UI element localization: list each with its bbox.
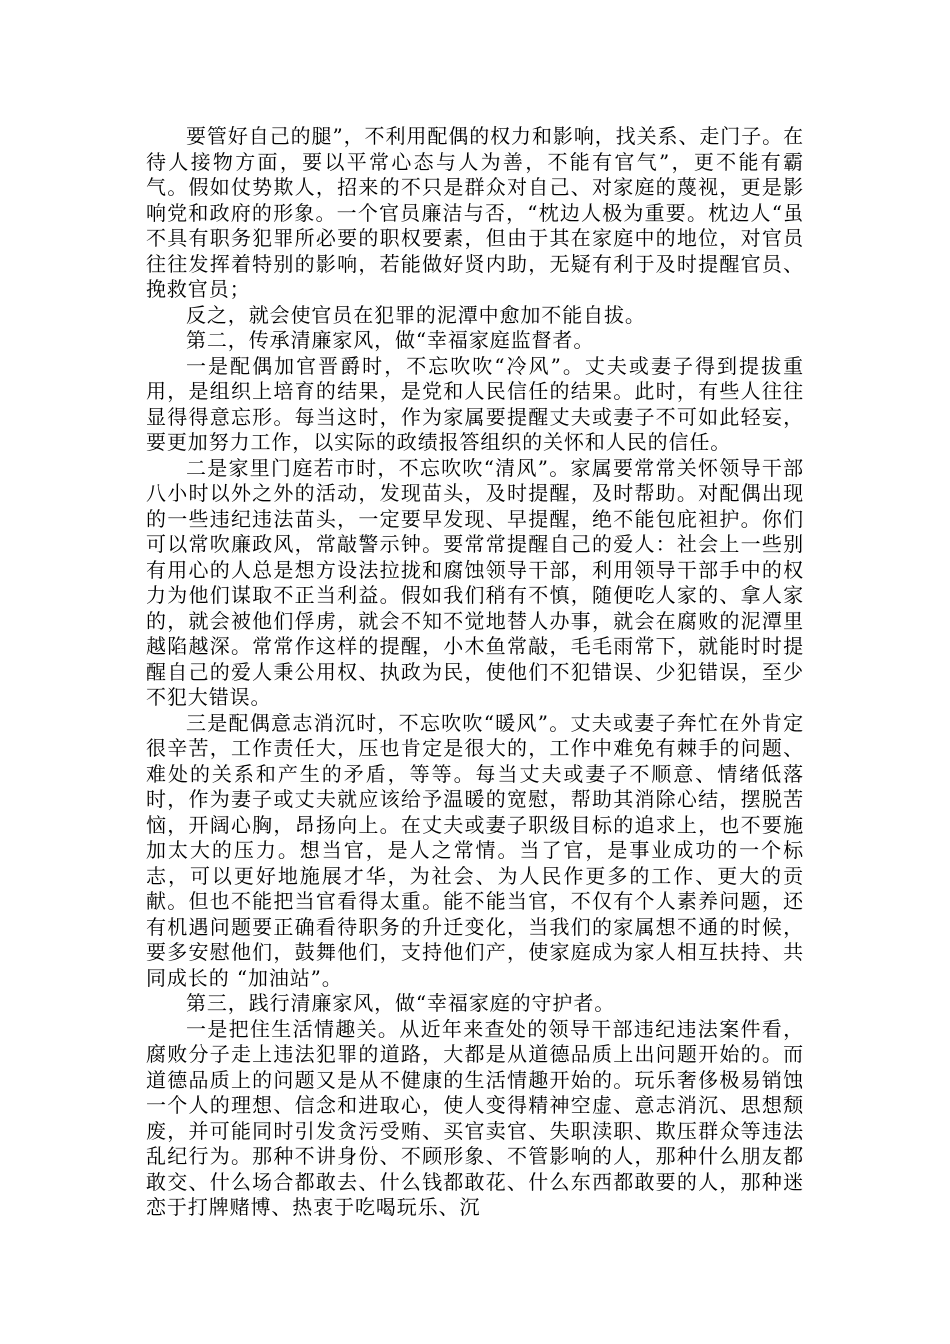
- paragraph-4: 一是配偶加官晋爵时，不忘吹吹“冷风”。丈夫或妻子得到提拔重用，是组织上培育的结果，是党和人民信任的结果。此时，有些人往往显得得意忘形。每当这时，作为家属要提醒丈夫或妻子不可如此轻妄，要更加努力工作，以实际的政绩报答组织的关怀和人民的信任。: [146, 353, 804, 454]
- paragraph-5: 二是家里门庭若市时，不忘吹吹“清风”。家属要常常关怀领导干部八小时以外之外的活动，发现苗头，及时提醒，及时帮助。对配偶出现的一些违纪违法苗头，一定要早发现、早提醒，绝不能包庇袒护。你们可以常吹廉政风，常敲警示钟。要常常提醒自己的爱人：社会上一些别有用心的人总是想方设法拉拢和腐蚀领导干部，利用领导干部手中的权力为他们谋取不正当利益。假如我们稍有不慎，随便吃人家的、拿人家的，就会被他们俘虏，就会不知不觉地替人办事，就会在腐败的泥潭里越陷越深。常常作这样的提醒，小木鱼常敲，毛毛雨常下，就能时时提醒自己的爱人秉公用权、执政为民，使他们不犯错误、少犯错误，至少不犯大错误。: [146, 455, 804, 709]
- paragraph-7: 第三，践行清廉家风，做“幸福家庭的守护者。: [186, 991, 616, 1015]
- paragraph-3: 第二，传承清廉家风，做“幸福家庭监督者。: [186, 328, 595, 352]
- paragraph-8: 一是把住生活情趣关。从近年来查处的领导干部违纪违法案件看，腐败分子走上违法犯罪的道路，大都是从道德品质上出问题开始的。而道德品质上的问题又是从不健康的生活情趣开始的。玩乐奢侈极易销蚀一个人的理想、信念和进取心，使人变得精神空虚、意志消沉、思想颓废，并可能同时引发贪污受贿、买官卖官、失职渎职、欺压群众等违法乱纪行为。那种不讲身份、不顾形象、不管影响的人，那种什么朋友都敢交、什么场合都敢去、什么钱都敢花、什么东西都敢要的人，那种迷恋于打牌赌博、热衷于吃喝玩乐、沉: [146, 1016, 804, 1219]
- paragraph-2: 反之，就会使官员在犯罪的泥潭中愈加不能自拔。: [186, 302, 646, 327]
- paragraph-6: 三是配偶意志消沉时，不忘吹吹“暖风”。丈夫或妻子奔忙在外肯定很辛苦，工作责任大，压也肯定是很大的，工作中难免有棘手的问题、难处的关系和产生的矛盾，等等。每当丈夫或妻子不顺意、情绪低落时，作为妻子或丈夫就应该给予温暖的宽慰，帮助其消除心结，摆脱苦恼，开阔心胸，昂扬向上。在丈夫或妻子职级目标的追求上，也不要施加太大的压力。想当官，是人之常情。当了官，是事业成功的一个标志，可以更好地施展才华，为社会、为人民作更多的工作、更大的贡献。但也不能把当官看得太重。能不能当官，不仅有个人素养问题，还有机遇问题要正确看待职务的升迁变化，当我们的家属想不通的时候，要多安慰他们，鼓舞他们，支持他们产，使家庭成为家人相互扶持、共同成长的 “加油站”。: [146, 710, 804, 990]
- document-body: [146, 124, 804, 1221]
- paragraph-1: 要管好自己的腿”，不利用配偶的权力和影响，找关系、走门子。在待人接物方面，要以平常心态与人为善，不能有官气”，更不能有霸气。假如仗势欺人，招来的不只是群众对自己、对家庭的蔑视，更是影响党和政府的形象。一个官员廉洁与否，“枕边人极为重要。枕边人“虽不具有职务犯罪所必要的职权要素，但由于其在家庭中的地位，对官员往往发挥着特别的影响，若能做好贤内助，无疑有利于及时提醒官员、挽救官员；: [146, 124, 804, 301]
